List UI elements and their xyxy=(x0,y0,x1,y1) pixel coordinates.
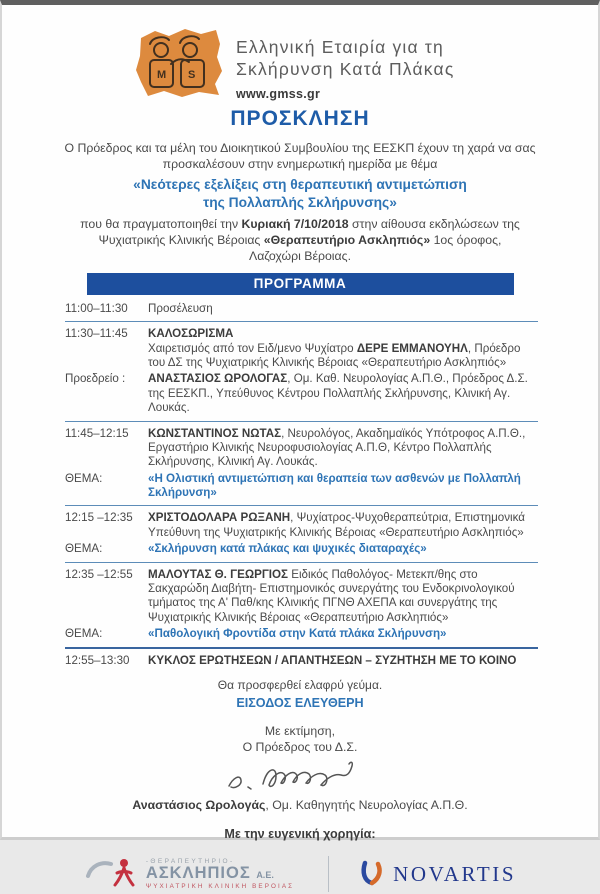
speaker-credentials: Ειδικός Παθολόγος- Μετεκπ/θης στο Σακχαρώδη Διαβήτη- Επιστημονικός συνεργάτης του Ενδοκρινολογικού τμήματος της Α' Παθ/κης Κλινικής ΠΓΝΘ ΑΧΕΠΑ και συνεργάτης της Ψυχιατρικής Κλινικής Βέροιας «Θεραπευτήριο Ασκληπιός» xyxy=(148,567,515,624)
signer-line xyxy=(2,798,598,812)
intro-line2: προσκαλέσουν στην ενημερωτική ημερίδα με θέμα xyxy=(162,156,438,171)
row-text xyxy=(148,427,538,470)
time-label: 11:00–11:30 xyxy=(65,301,128,315)
row-text: ΚΥΚΛΟΣ ΕΡΩΤΗΣΕΩΝ / ΑΠΑΝΤΗΣΕΩΝ – ΣΥΖΗΤΗΣΗ ΜΕ ΤΟ ΚΟΙΝΟ xyxy=(148,654,517,668)
event-theme xyxy=(2,176,598,213)
header xyxy=(134,27,598,101)
time-label: 11:45–12:15 xyxy=(65,426,129,440)
where-text-post: 1ος όροφος, xyxy=(430,232,502,247)
program-row-talk3 xyxy=(65,568,538,626)
thema-label: ΘΕΜΑ: xyxy=(65,542,103,556)
program-row-talk1 xyxy=(65,427,538,470)
time-label: 12:15 –12:35 xyxy=(65,511,133,525)
row-text xyxy=(148,372,538,415)
event-theme-line2: της Πολλαπλής Σκλήρυνσης» xyxy=(203,195,397,211)
separator-dark xyxy=(65,647,538,649)
meal-note: Θα προσφερθεί ελαφρύ γεύμα. xyxy=(217,677,383,692)
program-row-qa xyxy=(65,654,538,668)
asklipios-name-text: ΑΣΚΛΗΠΙΟΣ xyxy=(145,863,251,882)
separator xyxy=(65,562,538,563)
event-when xyxy=(2,217,598,233)
chair-label: Προεδρείο : xyxy=(65,372,126,386)
org-block xyxy=(236,27,454,101)
signer-title: , Ομ. Καθηγητής Νευρολογίας Α.Π.Θ. xyxy=(265,798,468,813)
separator xyxy=(65,321,538,322)
time-label: 11:30–11:45 xyxy=(65,327,128,341)
logo-divider xyxy=(328,856,329,892)
program-row-talk1-thema xyxy=(65,472,538,501)
talk-topic: «Παθολογική Φροντίδα στην Κατά πλάκα Σκλήρυνση» xyxy=(148,627,447,641)
chair-name: ΑΝΑΣΤΑΣΙΟΣ ΩΡΟΛΟΓΑΣ xyxy=(148,372,288,386)
program-row-talk3-thema xyxy=(65,627,538,641)
novartis-name: NOVARTIS xyxy=(393,861,517,886)
page-title: ΠΡΟΣΚΛΗΣΗ xyxy=(230,106,370,130)
program-row-talk2 xyxy=(65,511,538,540)
row-text xyxy=(148,511,538,540)
time-label: 12:55–13:30 xyxy=(65,654,130,668)
speaker-name: ΧΡΙΣΤΟΔΟΛΑΡΑ ΡΩΞΑΝΗ xyxy=(148,511,291,525)
program-row-arrival xyxy=(65,302,538,316)
when-text: που θα πραγματοποιηθεί την xyxy=(80,217,242,231)
speaker-name: ΔΕΡΕ ΕΜΜΑΝΟΥΗΛ xyxy=(356,341,468,355)
welcome-text-post: , Πρόεδρο του ΔΣ της Ψυχιατρικής Κλινικής Βέροιας «Θεραπευτήριο Ασκληπιός» xyxy=(148,341,521,370)
program-row-chair xyxy=(65,372,538,415)
talk-topic: «Σκλήρυνση κατά πλάκας και ψυχικές διαταραχές» xyxy=(148,542,427,556)
chair-credentials: , Ομ. Καθ. Νευρολογίας Α.Π.Θ., Πρόεδρος Δ.Σ. της ΕΕΣΚΠ., Υπεύθυνος Κέντρου Πολλαπλής Σκλήρυνσης, Κλινική Αγ. Λουκάς. xyxy=(148,372,528,415)
program-row-talk2-thema xyxy=(65,542,538,556)
org-url: www.gmss.gr xyxy=(236,86,321,101)
intro-block xyxy=(2,141,598,265)
row-title: ΚΑΛΟΣΩΡΙΣΜΑ xyxy=(148,327,234,341)
separator xyxy=(65,505,538,506)
row-text xyxy=(148,568,538,626)
regards-line: Με εκτίμηση, xyxy=(264,723,336,738)
asklipios-suffix: Α.Ε. xyxy=(256,869,274,880)
program-table xyxy=(65,302,538,669)
event-where-line2: Λαζοχώρι Βέροιας. xyxy=(248,248,351,263)
thema-label: ΘΕΜΑ: xyxy=(65,627,103,641)
asklipios-sub-line: ΨΥΧΙΑΤΡΙΚΗ ΚΛΙΝΙΚΗ ΒΕΡΟΙΑΣ xyxy=(145,883,295,891)
separator xyxy=(65,421,538,422)
program-header-bar: ΠΡΟΓΡΑΜΜΑ xyxy=(87,273,514,295)
thema-label: ΘΕΜΑ: xyxy=(65,471,103,485)
venue-name: «Θεραπευτήριο Ασκληπιός» xyxy=(263,232,431,247)
asklipios-logo xyxy=(84,854,294,894)
president-line: Ο Πρόεδρος του Δ.Σ. xyxy=(242,740,358,755)
event-where xyxy=(2,233,598,249)
signer-name: Αναστάσιος Ωρολογάς xyxy=(132,798,266,813)
sponsor-heading: Με την ευγενική χορηγία: xyxy=(224,827,376,842)
speaker-credentials: , Ψυχίατρος-Ψυχοθεραπεύτρια, Επιστημονικά Υπεύθυνη της Ψυχιατρικής Κλινικής Βέροιας «Θεραπευτήριο Ασκληπιός» xyxy=(148,511,525,539)
speaker-credentials: , Νευρολόγος, Ακαδημαϊκός Υπότροφος Α.Π.Θ., Εργαστήριο Κλινικής Νευροφυσιολογίας Α.Π.Θ, Κέντρο Πολλαπλής Σκλήρυνσης, Κλινική Αγ. Λουκάς. xyxy=(148,426,526,469)
welcome-text: Χαιρετισμός από τον Ειδ/μενο Ψυχίατρο xyxy=(148,341,357,355)
sponsor-logos xyxy=(2,854,598,894)
talk-topic: «Η Ολιστική αντιμετώπιση και θεραπεία των ασθενών με Πολλαπλή Σκλήρυνση» xyxy=(148,471,521,500)
intro-line1: Ο Πρόεδρος και τα μέλη του Διοικητικού Συμβουλίου της ΕΕΣΚΠ έχουν τη χαρά να σας xyxy=(64,140,536,155)
svg-text:M: M xyxy=(157,69,167,81)
signature xyxy=(215,758,385,798)
org-name-line1: Ελληνική Εταιρία για τη xyxy=(236,37,444,57)
org-name-line2: Σκλήρυνση Κατά Πλάκας xyxy=(236,59,455,80)
time-label: 12:35 –12:55 xyxy=(65,567,133,581)
asklipios-name xyxy=(146,865,294,882)
where-text: Ψυχιατρικής Κλινικής Βέροιας xyxy=(98,232,264,247)
ms-society-logo-icon xyxy=(134,27,224,99)
novartis-flame-icon xyxy=(359,860,383,888)
row-text: Προσέλευση xyxy=(148,301,213,315)
speaker-name: ΜΑΛΟΥΤΑΣ Θ. ΓΕΩΡΓΙΟΣ xyxy=(148,567,289,581)
when-text-post: στην αίθουσα εκδηλώσεων της xyxy=(348,217,520,231)
speaker-name: ΚΩΝΣΤΑΝΤΙΝΟΣ ΝΩΤΑΣ xyxy=(148,426,282,440)
row-text xyxy=(148,342,538,371)
novartis-logo xyxy=(359,860,516,888)
program-row-welcome xyxy=(65,327,538,370)
event-date: Κυριακή 7/10/2018 xyxy=(241,217,349,231)
asklipios-top-line: -ΘΕΡΑΠΕΥΤΗΡΙΟ- xyxy=(145,857,235,865)
org-name xyxy=(236,36,454,81)
free-entry-note: ΕΙΣΟΔΟΣ ΕΛΕΥΘΕΡΗ xyxy=(236,695,364,710)
event-theme-line1: «Νεότερες εξελίξεις στη θεραπευτική αντιμετώπιση xyxy=(133,176,467,192)
svg-text:S: S xyxy=(188,69,196,81)
asklipios-figure-icon xyxy=(84,854,142,894)
regards-block xyxy=(2,723,598,756)
asklipios-text xyxy=(146,858,294,890)
